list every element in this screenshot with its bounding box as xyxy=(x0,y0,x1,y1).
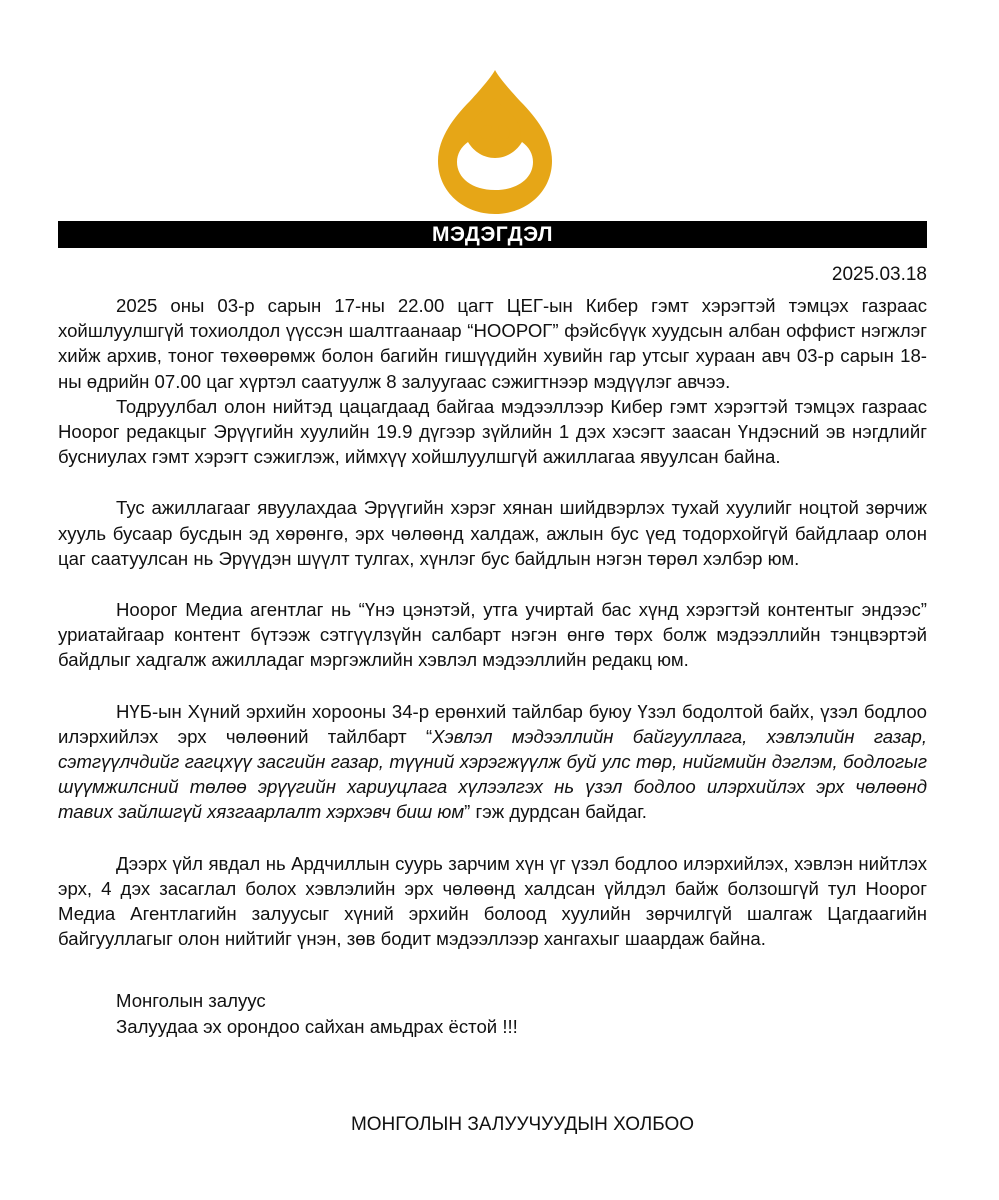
signature-organization: МОНГОЛЫН ЗАЛУУЧУУДЫН ХОЛБОО xyxy=(350,1114,695,1135)
paragraph-4-quote: Хэвлэл мэдээллийн байгууллага, хэвлэлийн газар, сэтгүүлчдийг гагцхүү засгийн газар, түүний хэрэгжүүлж буй улс төр, нийгмийн дэглэм, бодлогыг шүүмжилсний төлөө эрүүгийн хариуцлага хүлээлгэх нь үзэл бодлоо илэрхийлэх эрх чөлөөнд тавих зайлшгүй хязгаарлалт хэрхэвч биш юм xyxy=(58,725,927,823)
paragraph-4-outro: ” гэж дурдсан байдаг. xyxy=(464,801,647,823)
title-bar xyxy=(58,221,927,248)
paragraph-4 xyxy=(58,699,927,825)
closing-line-1: Монголын залуус xyxy=(116,990,266,1011)
paragraph-4-intro: НҮБ-ын Хүний эрхийн хорооны 34-р ерөнхий тайлбар буюу Үзэл бодолтой байх, үзэл бодлоо илэрхийлэх эрх чөлөөний тайлбарт “ xyxy=(58,700,927,747)
paragraph-2: Тус ажиллагааг явуулахдаа Эрүүгийн хэрэг хянан шийдвэрлэх тухай хуулийг ноцтой зөрчиж хууль бусаар бусдын эд хөрөнгө, эрх чөлөөнд халдаж, ажлын бус үед тодорхойгүй байдлаар олон цаг саатуулсан нь Эрүүдэн шүүлт тулгах, хүнлэг бус байдлын нэгэн төрөл хэлбэр юм. xyxy=(58,497,927,569)
paragraph-5: Дээрх үйл явдал нь Ардчиллын суурь зарчим хүн үг үзэл бодлоо илэрхийлэх, хэвлэн нийтлэх эрх, 4 дэх засаглал болох хэвлэлийн эрх чөлөөнд халдсан үйлдэл байж болзошгүй тул Ноорог Медиа Агентлагийн залуусыг хүний эрхийн болоод хуулийн зөрчилгүй шалгаж Цагдаагийн байгууллагыг олон нийтийг үнэн, зөв бодит мэдээллээр хангахыг шаардаж байна. xyxy=(58,852,927,950)
closing-block xyxy=(116,988,518,1039)
document-date: 2025.03.18 xyxy=(831,264,927,285)
closing-line-2: Залуудаа эх орондоо сайхан амьдрах ёстой !!! xyxy=(116,1015,518,1037)
paragraph-3: Ноорог Медиа агентлаг нь “Үнэ цэнэтэй, утга учиртай бас хүнд хэрэгтэй контентыг эндээс” уриатайгаар контент бүтээж сэтгүүлзүйн салбарт нэгэн өнгө төрх болж мэдээллийн тэнцвэртэй байдлыг хадгалж ажилладаг мэргэжлийн хэвлэл мэдээллийн редакц юм. xyxy=(58,599,927,671)
flame-knot-emblem-icon xyxy=(436,68,554,214)
paragraph-1b: Тодруулбал олон нийтэд цацагдаад байгаа мэдээллээр Кибер гэмт хэрэгтэй тэмцэх газраас Ноорог редакцыг Эрүүгийн хуулийн 19.9 дүгээр зүйлийн 1 дэх хэсэгт заасан Үндэсний эв нэгдлийг бусниулах гэмт хэрэгт сэжиглэж, иймхүү хойшлуулшгүй ажиллагаа явуулсан байна. xyxy=(58,395,927,468)
page-title: МЭДЭГДЭЛ xyxy=(431,223,554,246)
paragraph-1a: 2025 оны 03-р сарын 17-ны 22.00 цагт ЦЕГ-ын Кибер гэмт хэрэгтэй тэмцэх газраас хойшлуулшгүй тохиолдол үүссэн шалтгаанаар “НООРОГ” фэйсбүүк хуудсын албан оффист нэгжлэг хийж архив, тоног төхөөрөмж болон багийн гишүүдийн хувийн гар утсыг хураан авч 03-р сарын 18-ны өдрийн 07.00 цаг хүртэл саатуулж 8 залуугаас сэжигтнээр мэдүүлэг авчээ. xyxy=(58,295,927,392)
signature-block xyxy=(0,1112,999,1138)
notice-body xyxy=(58,293,927,951)
